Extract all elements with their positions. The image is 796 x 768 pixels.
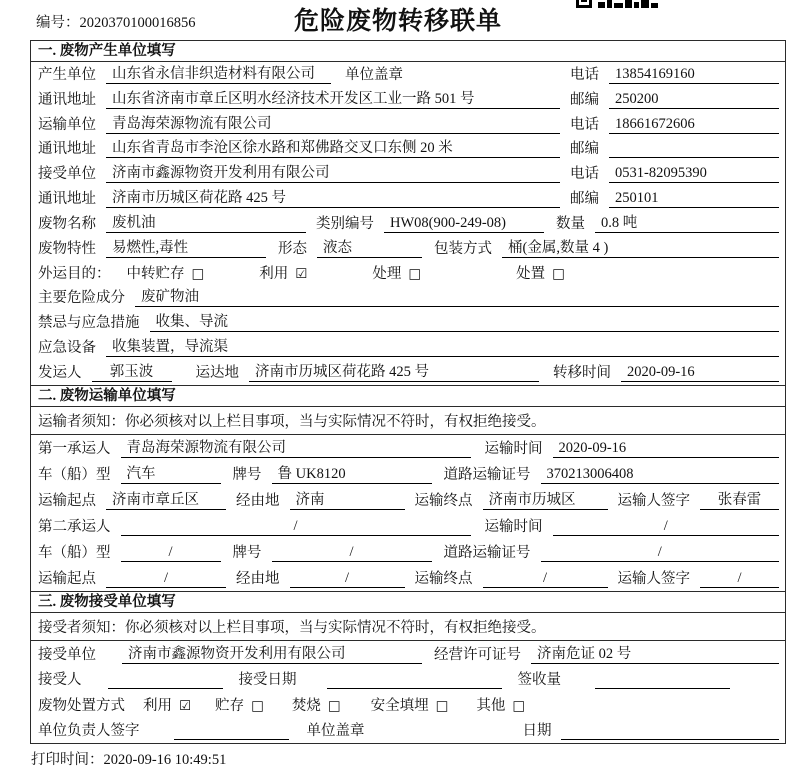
row-second-carrier bbox=[31, 513, 785, 539]
vehicle-type-label: 车（船）型 bbox=[38, 466, 111, 483]
print-time bbox=[31, 748, 226, 768]
waste-name-value: 废机油 bbox=[106, 211, 306, 233]
receiver-value bbox=[108, 672, 223, 689]
print-time-value: 2020-09-16 10:49:51 bbox=[103, 752, 227, 768]
plate-value: 鲁 UK8120 bbox=[272, 462, 432, 484]
row-receive-unit-2 bbox=[31, 641, 785, 667]
treat-checkbox: □ bbox=[408, 265, 422, 282]
disposal-landfill-label: 安全填埋 bbox=[370, 697, 429, 714]
disposal-landfill-checkbox: □ bbox=[435, 697, 449, 714]
destination-label: 运达地 bbox=[195, 364, 239, 381]
producer-phone-label: 电话 bbox=[570, 66, 599, 83]
second-carrier-label: 第二承运人 bbox=[38, 518, 111, 535]
row-shipper bbox=[31, 360, 785, 385]
shipper-label: 发运人 bbox=[38, 364, 82, 381]
destination-value: 济南市历城区荷花路 425 号 bbox=[249, 360, 539, 382]
row-vehicle-2 bbox=[31, 539, 785, 565]
row-taboo-measures bbox=[31, 310, 785, 335]
plate-2-label: 牌号 bbox=[232, 544, 262, 561]
carrier-notice-text: 运输者须知：你必须核对以上栏目事项，当与实际情况不符时，有权拒绝接受。 bbox=[38, 413, 546, 430]
receive-date-label: 接受日期 bbox=[238, 672, 297, 689]
disposal-other-checkbox: □ bbox=[512, 697, 526, 714]
waste-property-value: 易燃性,毒性 bbox=[106, 236, 266, 258]
packaging-label: 包装方式 bbox=[434, 240, 492, 257]
first-carrier-value: 青岛海荣源物流有限公司 bbox=[121, 436, 471, 458]
utilize-label: 利用 bbox=[259, 265, 289, 282]
section-producer bbox=[31, 41, 785, 385]
row-outbound-purpose bbox=[31, 261, 785, 286]
date-label: 日期 bbox=[522, 723, 552, 740]
end-2-value: / bbox=[483, 570, 608, 588]
transport-date-2-value: / bbox=[553, 518, 780, 536]
disposal-storage-checkbox: □ bbox=[251, 697, 264, 714]
transporter-phone-label: 电话 bbox=[570, 116, 599, 133]
row-producer-address bbox=[31, 87, 785, 112]
vehicle-type-2-value: / bbox=[121, 544, 221, 562]
transfer-date-label: 转移时间 bbox=[553, 364, 611, 381]
dispose-checkbox: □ bbox=[552, 265, 565, 282]
road-permit-label: 道路运输证号 bbox=[443, 466, 531, 483]
disposal-storage-label: 贮存 bbox=[215, 697, 245, 714]
transporter-postcode-value bbox=[609, 141, 779, 158]
section-receiver-title: 三. 废物接受单位填写 bbox=[31, 591, 785, 613]
receive-unit-value: 济南市鑫源物资开发利用有限公司 bbox=[106, 161, 560, 183]
carrier-sign-2-label: 运输人签字 bbox=[617, 570, 690, 587]
producer-phone-value: 13854169160 bbox=[609, 66, 779, 84]
form-state-value: 液态 bbox=[317, 236, 422, 258]
road-permit-2-label: 道路运输证号 bbox=[443, 544, 531, 561]
serial-number-value: 2020370100016856 bbox=[79, 15, 196, 31]
receiver-phone-label: 电话 bbox=[570, 166, 599, 183]
transporter-address-value: 山东省青岛市李沧区徐水路和郑佛路交叉口东侧 20 米 bbox=[106, 136, 560, 158]
taboo-measures-value: 收集、导流 bbox=[150, 310, 780, 332]
row-receive-unit bbox=[31, 161, 785, 186]
treat-option bbox=[372, 262, 421, 283]
via-2-label: 经由地 bbox=[236, 570, 280, 587]
disposal-incinerate-label: 焚烧 bbox=[291, 697, 321, 714]
quantity-label: 数量 bbox=[556, 215, 585, 232]
producer-address-label: 通讯地址 bbox=[38, 91, 96, 108]
row-emergency-equipment bbox=[31, 335, 785, 360]
waste-name-label: 废物名称 bbox=[38, 215, 96, 232]
section-transporter-title: 二. 废物运输单位填写 bbox=[31, 385, 785, 407]
section-transporter bbox=[31, 385, 785, 591]
transfer-storage-label: 中转贮存 bbox=[126, 265, 185, 282]
origin-value: 济南市章丘区 bbox=[106, 488, 226, 510]
disposal-storage-option bbox=[215, 694, 264, 715]
receiver-postcode-value: 250101 bbox=[609, 190, 779, 208]
manager-sign-value bbox=[174, 723, 289, 740]
row-waste-property bbox=[31, 236, 785, 261]
via-2-value: / bbox=[290, 570, 405, 588]
qr-code-icon bbox=[576, 0, 658, 11]
via-label: 经由地 bbox=[236, 492, 280, 509]
manifest-form bbox=[30, 40, 786, 744]
disposal-utilize-option bbox=[143, 694, 191, 715]
row-main-hazard bbox=[31, 286, 785, 311]
packaging-value: 桶(金属,数量 4 ) bbox=[502, 236, 779, 258]
section-receiver bbox=[31, 591, 785, 743]
first-carrier-label: 第一承运人 bbox=[38, 440, 111, 457]
road-permit-2-value: / bbox=[541, 544, 780, 562]
utilize-checkbox: ☑ bbox=[295, 265, 308, 282]
transporter-postcode-label: 邮编 bbox=[570, 141, 599, 158]
disposal-other-option bbox=[476, 694, 525, 715]
print-time-label: 打印时间： bbox=[31, 752, 104, 768]
disposal-incinerate-option bbox=[292, 694, 341, 715]
disposal-utilize-label: 利用 bbox=[143, 697, 172, 714]
waste-property-label: 废物特性 bbox=[38, 240, 96, 257]
transporter-phone-value: 18661672606 bbox=[609, 116, 779, 134]
quantity-value: 0.8 吨 bbox=[595, 211, 779, 233]
form-state-label: 形态 bbox=[278, 240, 307, 257]
row-route-2 bbox=[31, 565, 785, 591]
manager-sign-label: 单位负责人签字 bbox=[38, 723, 140, 740]
row-first-carrier bbox=[31, 435, 785, 461]
end-value: 济南市历城区 bbox=[483, 488, 608, 510]
plate-label: 牌号 bbox=[232, 466, 262, 483]
producer-postcode-value: 250200 bbox=[609, 91, 779, 109]
second-carrier-value: / bbox=[121, 518, 471, 536]
carrier-sign-value: 张春雷 bbox=[700, 488, 779, 510]
vehicle-type-2-label: 车（船）型 bbox=[38, 544, 111, 561]
page-title: 危险废物转移联单 bbox=[293, 8, 502, 35]
emergency-equipment-value: 收集装置，导流渠 bbox=[106, 335, 779, 357]
taboo-measures-label: 禁忌与应急措施 bbox=[38, 315, 140, 332]
row-receiver-person bbox=[31, 667, 785, 693]
shipper-value: 郭玉波 bbox=[92, 360, 172, 382]
vehicle-type-value: 汽车 bbox=[121, 462, 221, 484]
carrier-sign-label: 运输人签字 bbox=[617, 492, 690, 509]
transfer-storage-option bbox=[127, 262, 205, 283]
transport-date-label: 运输时间 bbox=[484, 440, 543, 457]
category-code-value: HW08(900-249-08) bbox=[384, 215, 544, 233]
document-header bbox=[0, 0, 796, 40]
row-produce-unit bbox=[31, 62, 785, 87]
end-2-label: 运输终点 bbox=[414, 570, 473, 587]
producer-postcode-label: 邮编 bbox=[570, 91, 599, 108]
transport-unit-label: 运输单位 bbox=[38, 116, 96, 133]
row-vehicle-1 bbox=[31, 461, 785, 487]
origin-label: 运输起点 bbox=[38, 492, 96, 509]
origin-2-label: 运输起点 bbox=[38, 570, 96, 587]
main-hazard-value: 废矿物油 bbox=[135, 285, 779, 307]
unit-seal-label: 单位盖章 bbox=[345, 66, 403, 83]
transfer-date-value: 2020-09-16 bbox=[621, 364, 779, 382]
date-value bbox=[561, 723, 779, 740]
end-label: 运输终点 bbox=[414, 492, 473, 509]
receiver-address-value: 济南市历城区荷花路 425 号 bbox=[106, 186, 560, 208]
receiver-postcode-label: 邮编 bbox=[570, 191, 599, 208]
carrier-notice bbox=[31, 407, 785, 435]
emergency-equipment-label: 应急设备 bbox=[38, 340, 96, 357]
transport-date-value: 2020-09-16 bbox=[553, 440, 780, 458]
disposal-incinerate-checkbox: □ bbox=[327, 697, 341, 714]
signed-qty-label: 签收量 bbox=[517, 672, 561, 689]
disposal-other-label: 其他 bbox=[476, 697, 506, 714]
transfer-storage-checkbox: □ bbox=[191, 265, 205, 282]
row-receiver-address bbox=[31, 186, 785, 211]
outbound-purpose-label: 外运目的： bbox=[38, 265, 111, 282]
row-transport-unit bbox=[31, 112, 785, 137]
row-manager-sign bbox=[31, 718, 785, 744]
carrier-sign-2-value: / bbox=[700, 570, 779, 588]
receiver-notice bbox=[31, 613, 785, 641]
disposal-landfill-option bbox=[371, 694, 449, 715]
treat-label: 处理 bbox=[372, 265, 402, 282]
disposal-method-label: 废物处置方式 bbox=[38, 697, 125, 714]
receive-unit-2-value: 济南市鑫源物资开发利用有限公司 bbox=[122, 642, 422, 664]
receive-unit-2-label: 接受单位 bbox=[38, 646, 96, 663]
disposal-utilize-checkbox: ☑ bbox=[179, 697, 192, 714]
receiver-phone-value: 0531-82095390 bbox=[609, 165, 779, 183]
section-producer-title: 一. 废物产生单位填写 bbox=[31, 41, 785, 62]
receiver-notice-text: 接受者须知：你必须核对以上栏目事项，当与实际情况不符时，有权拒绝接受。 bbox=[38, 619, 546, 636]
receive-unit-label: 接受单位 bbox=[38, 166, 96, 183]
receiver-label: 接受人 bbox=[38, 672, 82, 689]
producer-address-value: 山东省济南市章丘区明水经济技术开发区工业一路 501 号 bbox=[106, 87, 560, 109]
unit-seal-2-label: 单位盖章 bbox=[306, 723, 365, 740]
transport-unit-value: 青岛海荣源物流有限公司 bbox=[106, 112, 560, 134]
row-route-1 bbox=[31, 487, 785, 513]
receive-date-value bbox=[327, 672, 502, 689]
receiver-address-label: 通讯地址 bbox=[38, 191, 96, 208]
origin-2-value: / bbox=[106, 570, 226, 588]
license-label: 经营许可证号 bbox=[434, 646, 521, 663]
serial-number-label: 编号： bbox=[36, 15, 80, 31]
road-permit-value: 370213006408 bbox=[541, 466, 780, 484]
transporter-address-label: 通讯地址 bbox=[38, 141, 96, 158]
row-transporter-address bbox=[31, 137, 785, 162]
signed-qty-value bbox=[595, 672, 730, 689]
dispose-label: 处置 bbox=[516, 265, 546, 282]
row-waste-name bbox=[31, 211, 785, 236]
transport-date-2-label: 运输时间 bbox=[484, 518, 543, 535]
utilize-option bbox=[259, 262, 307, 283]
produce-unit-label: 产生单位 bbox=[38, 66, 96, 83]
license-value: 济南危证 02 号 bbox=[531, 642, 779, 664]
dispose-option bbox=[516, 262, 565, 283]
main-hazard-label: 主要危险成分 bbox=[38, 290, 125, 307]
plate-2-value: / bbox=[272, 544, 432, 562]
category-code-label: 类别编号 bbox=[316, 215, 374, 232]
produce-unit-value: 山东省永信非织造材料有限公司 bbox=[106, 62, 331, 84]
via-value: 济南 bbox=[290, 488, 405, 510]
row-disposal-method bbox=[31, 692, 785, 718]
